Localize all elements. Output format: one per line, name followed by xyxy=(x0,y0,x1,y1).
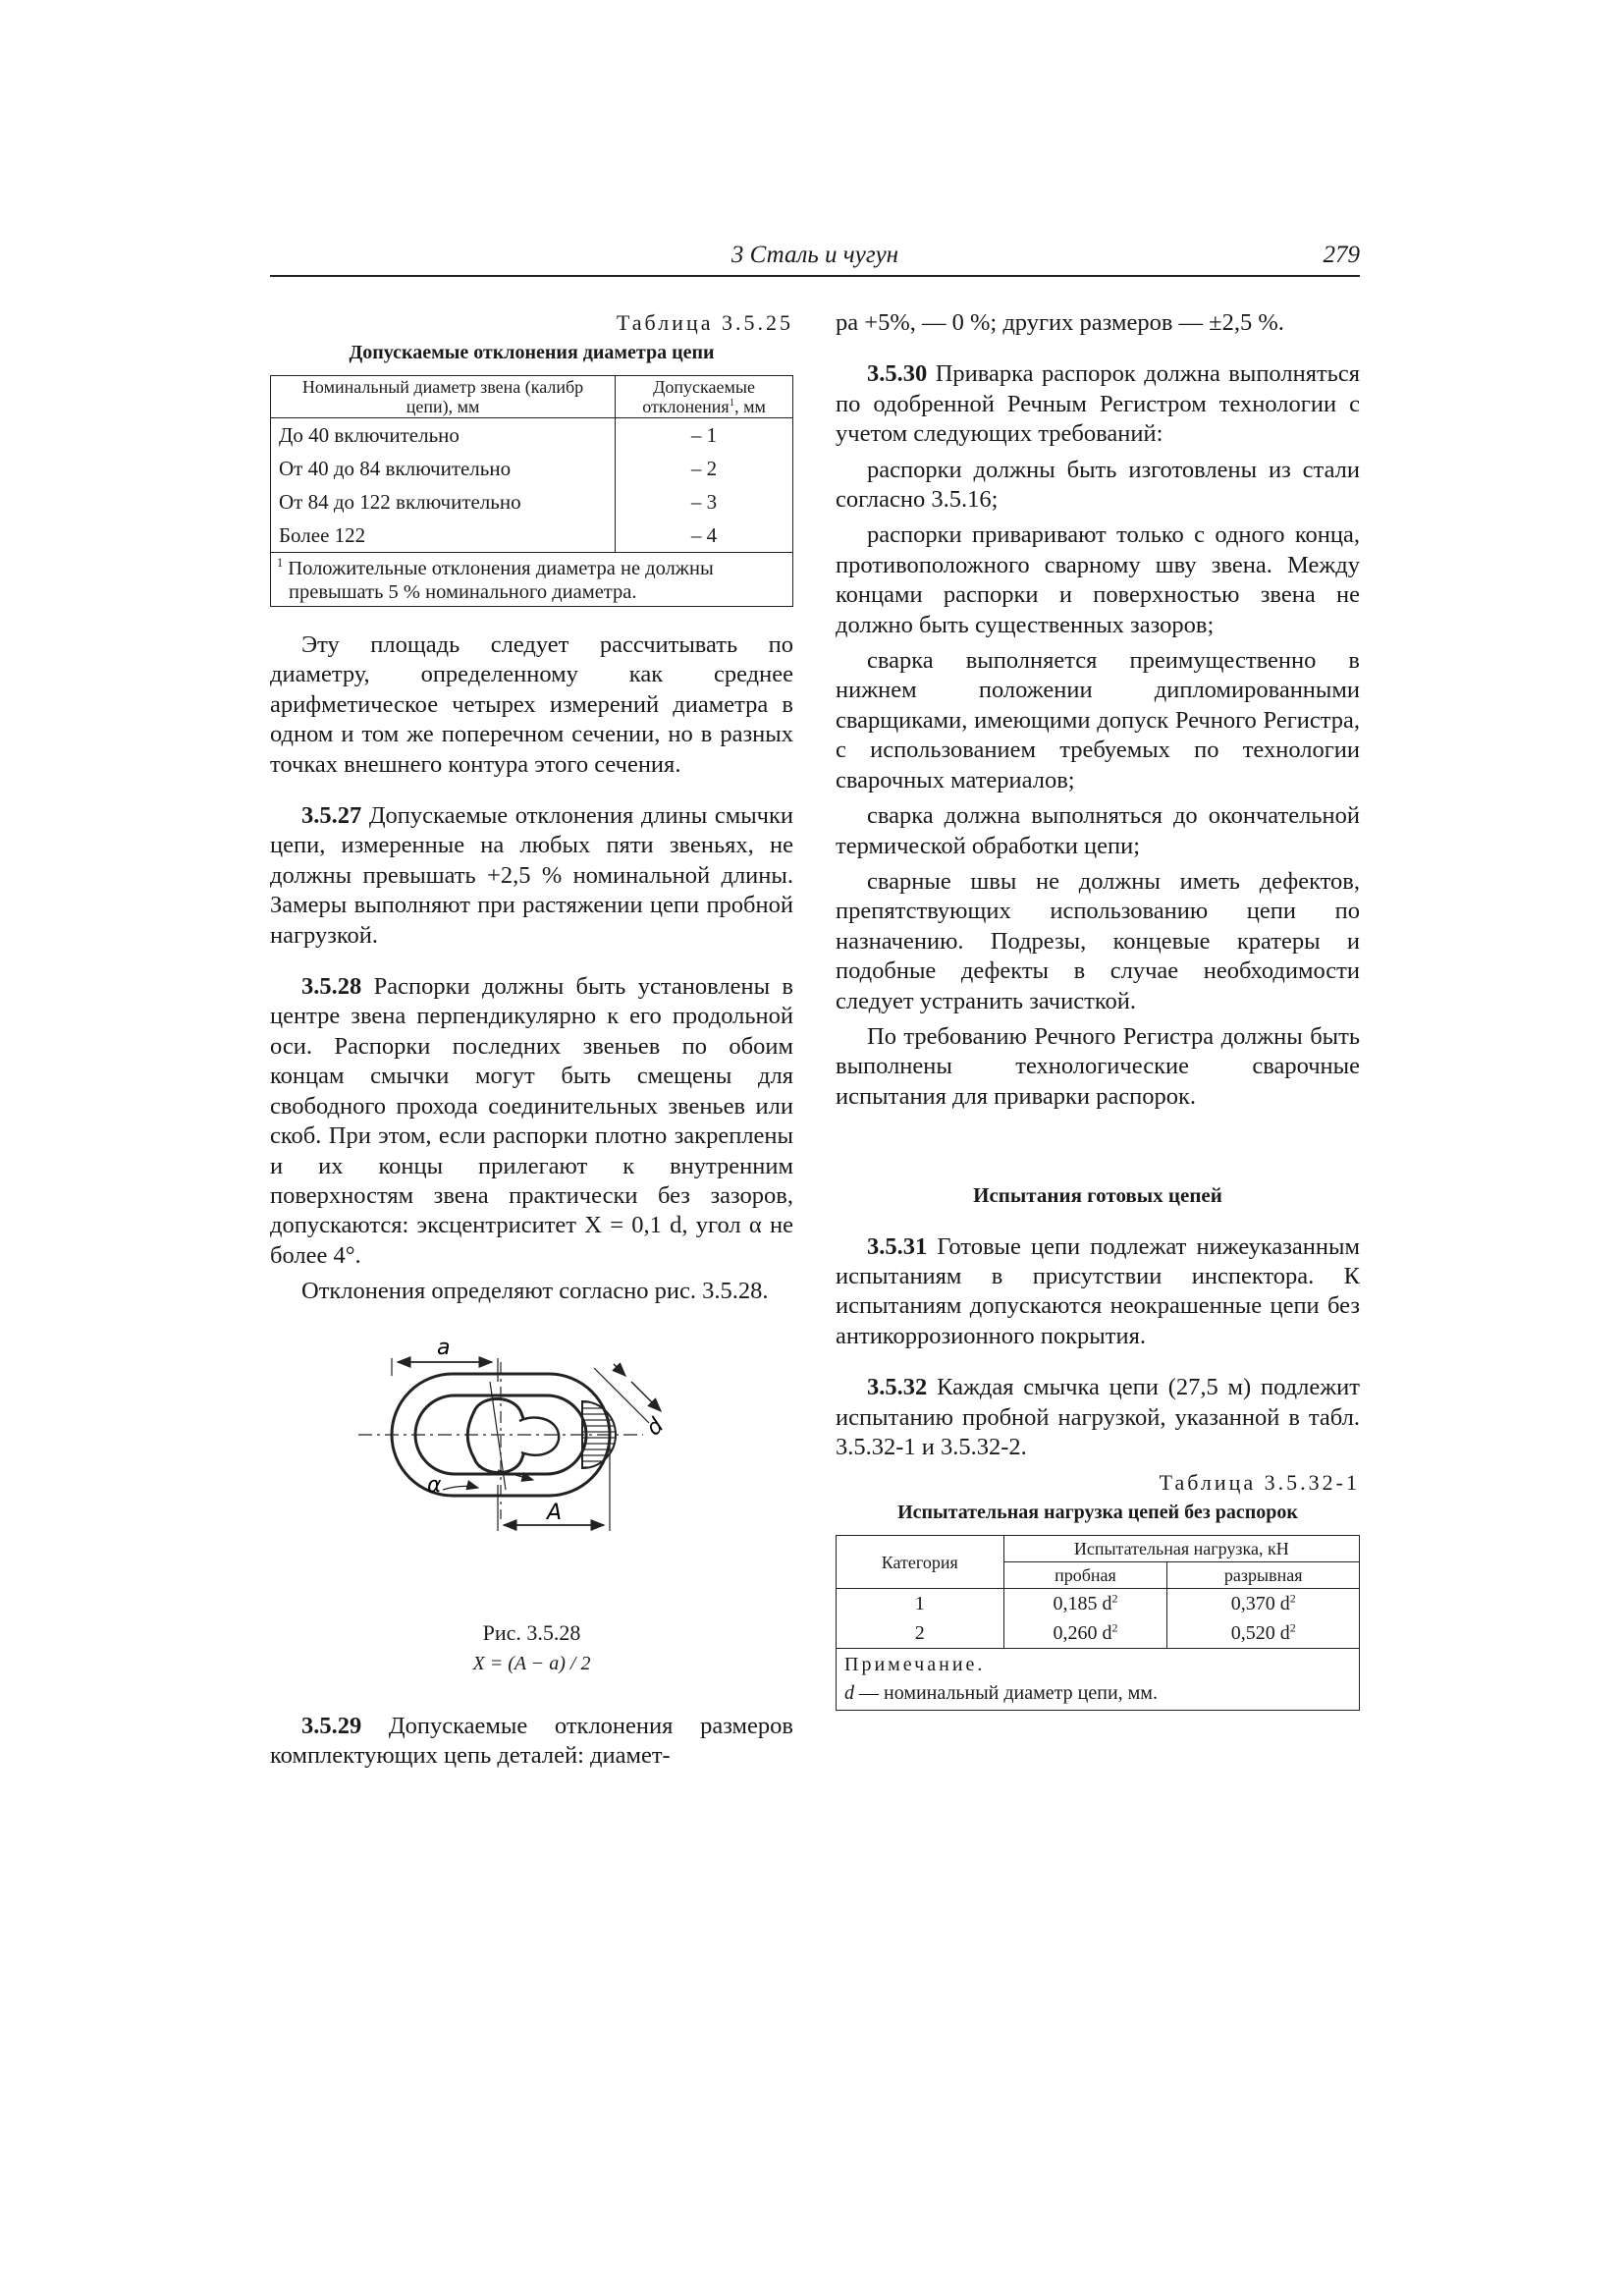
paragraph-area: Эту площадь следует рассчитывать по диаметру, определенному как среднее арифметическое четырех измерений диаметра в одном и том же поперечном сечении, но в разных точках внешнего контура этого сечения. xyxy=(270,631,793,778)
table-note: Примечание. d — номинальный диаметр цепи, мм. xyxy=(837,1649,1360,1711)
figure-formula: X = (A − a) / 2 xyxy=(472,1652,591,1674)
section-title: Испытания готовых цепей xyxy=(973,1183,1222,1208)
paragraph-continued: ра +5%, — 0 %; других размеров — ±2,5 %. xyxy=(836,309,1284,336)
list-item: распорки приваривают только с одного конца, противоположного сварному шву звена. Между концами распорки и поверхностью звена не должно быть существенных зазоров; xyxy=(836,521,1360,638)
paragraph-deviations: Отклонения определяют согласно рис. 3.5.28. xyxy=(301,1278,769,1305)
paragraph-3-5-32: 3.5.32 Каждая смычка цепи (27,5 м) подлежит испытанию пробной нагрузкой, указанной в табл. 3.5.32-1 и 3.5.32-2. xyxy=(836,1374,1360,1460)
label-a: a xyxy=(437,1335,451,1360)
list-item: сварка выполняется преимущественно в нижнем положении дипломированными сварщиками, имеющими допуск Речного Регистра, с использованием требуемых по технологии сварочных материалов; xyxy=(836,647,1360,793)
table-header-load: Испытательная нагрузка, кН xyxy=(1003,1536,1359,1562)
paragraph-3-5-29: 3.5.29 Допускаемые отклонения размеров комплектующих цепь деталей: диамет- xyxy=(270,1712,793,1769)
label-A: A xyxy=(547,1500,563,1525)
table-row: От 84 до 122 включительно – 3 xyxy=(271,485,793,519)
paragraph-3-5-30: 3.5.30 Приварка распорок должна выполняться по одобренной Речным Регистром технологии с учетом следующих требований: xyxy=(836,360,1360,448)
table-row: От 40 до 84 включительно – 2 xyxy=(271,452,793,485)
table-footnote: $^1$ Положительные отклонения диаметра не должны превышать 5 % номинального диаметра. xyxy=(271,553,793,607)
table-header-proof: пробная xyxy=(1003,1562,1167,1589)
table-title: Допускаемые отклонения диаметра цепи xyxy=(349,342,715,363)
figure-chain-link xyxy=(270,1323,793,1617)
paragraph-3-5-28: 3.5.28 Распорки должны быть установлены в центре звена перпендикулярно к его продольной оси. Распорки последних звеньев по обоим концам смычки могут быть смещены для свободного прохода соединительных звеньев или скоб. При этом, если распорки плотно закреплены и их концы прилегают к внутренним поверхностям звена практически без зазоров, допускаются: эксцентриситет X = 0,1 d, угол α не более 4°. xyxy=(270,973,793,1269)
table-title: Испытательная нагрузка цепей без распорок xyxy=(897,1502,1298,1524)
table-label: Таблица 3.5.32-1 xyxy=(1159,1470,1360,1496)
figure-caption: Рис. 3.5.28 xyxy=(482,1619,581,1645)
running-title: 3 Сталь и чугун xyxy=(730,242,899,268)
table-label: Таблица 3.5.25 xyxy=(616,310,793,335)
list-item: сварные швы не должны иметь дефектов, препятствующих использованию цепи по назначению. Подрезы, концевые кратеры и подобные дефекты в случае необходимости следует устранить зачисткой. xyxy=(836,867,1360,1014)
paragraph-requirement: По требованию Речного Регистра должны быть выполнены технологические сварочные испытания для приварки распорок. xyxy=(836,1022,1360,1110)
label-alpha: α xyxy=(427,1472,442,1498)
page-number: 279 xyxy=(1323,242,1360,268)
label-d: d xyxy=(641,1413,670,1441)
table-header-category: Категория xyxy=(837,1536,1004,1589)
table-row: 1 0,185 $d^2$ 0,370 $d^2$ xyxy=(837,1589,1360,1619)
test-load-table xyxy=(836,1535,1360,1711)
right-column xyxy=(836,308,1360,1711)
table-header-deviation: Допускаемые отклонения$^1$, мм xyxy=(616,376,793,418)
table-header-break: разрывная xyxy=(1167,1562,1360,1589)
paragraph-3-5-31: 3.5.31 Готовые цепи подлежат нижеуказанным испытаниям в присутствии инспектора. К испытаниям допускаются неокрашенные цепи без антикоррозионного покрытия. xyxy=(836,1232,1360,1349)
left-column xyxy=(270,308,793,1771)
table-row: Более 122 – 4 xyxy=(271,519,793,553)
list-item: сварка должна выполняться до окончательной термической обработки цепи; xyxy=(836,802,1360,859)
page-header xyxy=(270,240,1360,277)
table-row: До 40 включительно – 1 xyxy=(271,418,793,453)
list-item: распорки должны быть изготовлены из стали согласно 3.5.16; xyxy=(836,456,1360,514)
table-header-diameter: Номинальный диаметр звена (калибр цепи), мм xyxy=(271,376,616,418)
chain-link-drawing xyxy=(270,1323,793,1617)
table-row: 2 0,260 $d^2$ 0,520 $d^2$ xyxy=(837,1618,1360,1649)
paragraph-3-5-27: 3.5.27 Допускаемые отклонения длины смычки цепи, измеренные на любых пяти звеньях, не должны превышать +2,5 % номинальной длины. Замеры выполняют при растяжении цепи пробной нагрузкой. xyxy=(270,802,793,949)
deviation-table xyxy=(270,375,793,607)
